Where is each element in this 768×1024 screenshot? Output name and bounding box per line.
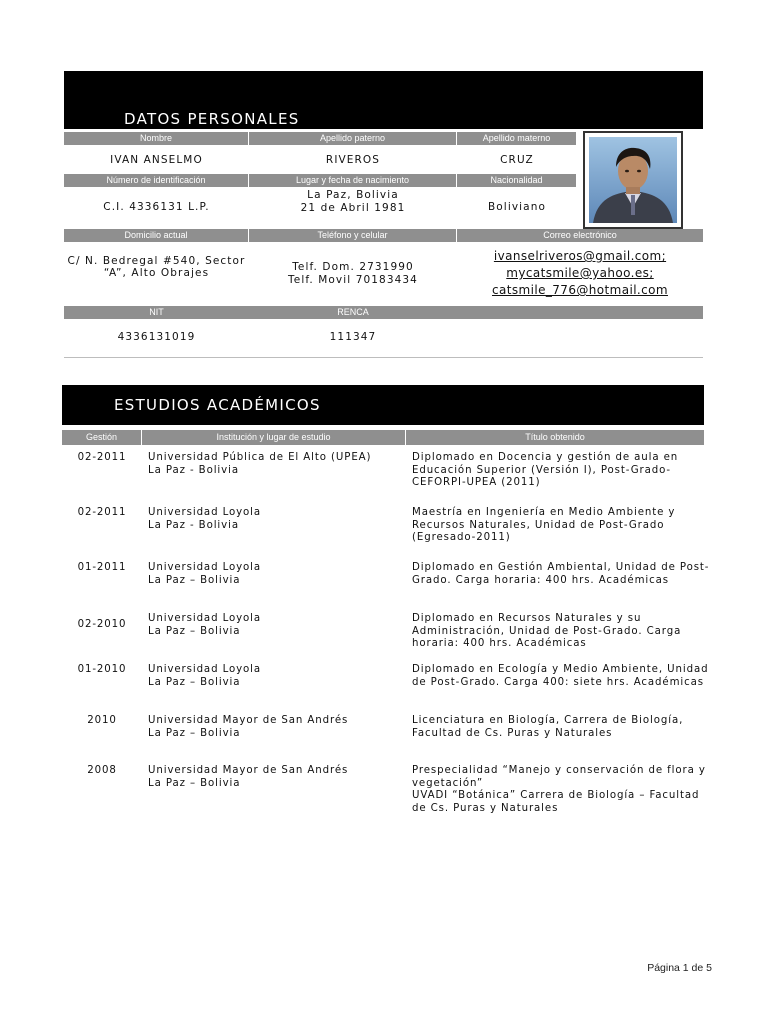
row-titulo-line: Diplomado en Ecología y Medio Ambiente, Unidad [412, 664, 709, 675]
row-lugar: La Paz - Bolivia [148, 519, 239, 531]
header-titulo: Título obtenido [406, 430, 704, 445]
row-titulo-line: Diplomado en Recursos Naturales y su [412, 613, 642, 624]
header-blank [457, 306, 703, 319]
row-titulo-line: UVADI “Botánica” Carrera de Biología – Facultad [412, 790, 700, 802]
section-divider [64, 357, 703, 358]
value-nombre: IVAN ANSELMO [110, 154, 203, 166]
value-domicilio-2: “A”, Alto Obrajes [103, 267, 210, 279]
row-gestion: 2010 [87, 715, 117, 726]
row-gestion: 01-2011 [77, 562, 127, 573]
value-apellido-paterno: RIVEROS [325, 154, 381, 166]
value-numero-identificacion: C.I. 4336131 L.P. [103, 201, 210, 213]
row-institucion: Universidad Loyola [148, 562, 262, 573]
personal-section-title: DATOS PERSONALES [124, 110, 300, 128]
row-institucion: Universidad Loyola [148, 613, 262, 624]
row-gestion: 2008 [87, 765, 117, 776]
row-institucion: Universidad Pública de El Alto (UPEA) [148, 452, 372, 463]
email-link-gmail[interactable]: ivanselriveros@gmail.com; [493, 249, 667, 263]
row-lugar: La Paz – Bolivia [148, 625, 241, 637]
header-numero-identificacion: Número de identificación [64, 174, 249, 187]
value-renca: 111347 [329, 331, 377, 343]
header-apellido-paterno: Apellido paterno [249, 132, 457, 145]
row-gestion: 02-2011 [77, 452, 127, 463]
header-renca: RENCA [249, 306, 457, 319]
header-lugar-fecha: Lugar y fecha de nacimiento [249, 174, 457, 187]
row-titulo-line: Licenciatura en Biología, Carrera de Biología, [412, 715, 684, 726]
row-titulo-line: Diplomado en Docencia y gestión de aula en [412, 452, 679, 463]
portrait-icon [589, 137, 677, 223]
profile-photo [583, 131, 683, 229]
value-domicilio-1: C/ N. Bedregal #540, Sector [67, 255, 246, 267]
value-apellido-materno: CRUZ [500, 154, 534, 166]
header-nombre: Nombre [64, 132, 249, 145]
header-domicilio: Domicilio actual [64, 229, 249, 242]
row-titulo-line: de Post-Grado. Carga 400: siete hrs. Académicas [412, 676, 704, 688]
row-lugar: La Paz – Bolivia [148, 676, 241, 688]
email-link-yahoo[interactable]: mycatsmile@yahoo.es; [506, 266, 654, 280]
row-titulo-line: Prespecialidad “Manejo y conservación de flora y [412, 765, 706, 776]
value-telefono-2: Telf. Movil 70183434 [288, 274, 418, 286]
value-lugar: La Paz, Bolivia [307, 189, 399, 201]
page-number: Página 1 de 5 [647, 962, 712, 974]
row-institucion: Universidad Mayor de San Andrés [148, 715, 349, 726]
value-nit: 4336131019 [117, 331, 196, 343]
studies-section-title: ESTUDIOS ACADÉMICOS [114, 396, 321, 414]
row-lugar: La Paz – Bolivia [148, 727, 241, 739]
header-correo: Correo electrónico [457, 229, 703, 242]
row-lugar: La Paz - Bolivia [148, 464, 239, 476]
row-titulo-line: (Egresado-2011) [412, 532, 511, 544]
row-lugar: La Paz – Bolivia [148, 777, 241, 789]
header-gestion: Gestión [62, 430, 142, 445]
header-telefono: Teléfono y celular [249, 229, 457, 242]
row-institucion: Universidad Loyola [148, 664, 262, 675]
row-gestion: 02-2010 [77, 619, 127, 630]
row-gestion: 02-2011 [77, 507, 127, 518]
row-titulo-line: Grado. Carga horaria: 400 hrs. Académicas [412, 574, 669, 586]
row-titulo-line: Educación Superior (Versión I), Post-Grado- [412, 464, 671, 476]
header-institucion: Institución y lugar de estudio [142, 430, 406, 445]
row-titulo-line: Diplomado en Gestión Ambiental, Unidad de Post- [412, 562, 710, 573]
row-titulo-line: de Cs. Puras y Naturales [412, 802, 559, 814]
row-titulo-line: Facultad de Cs. Puras y Naturales [412, 727, 613, 739]
email-link-hotmail[interactable]: catsmile_776@hotmail.com [492, 283, 668, 297]
row-titulo-line: CEFORPI-UPEA (2011) [412, 477, 541, 489]
row-institucion: Universidad Loyola [148, 507, 262, 518]
row-institucion: Universidad Mayor de San Andrés [148, 765, 349, 776]
row-lugar: La Paz – Bolivia [148, 574, 241, 586]
header-nacionalidad: Nacionalidad [457, 174, 577, 187]
value-nacionalidad: Boliviano [487, 201, 546, 213]
row-titulo-line: horaria: 400 hrs. Académicas [412, 638, 587, 650]
header-apellido-materno: Apellido materno [457, 132, 577, 145]
row-titulo-line: Administración, Unidad de Post-Grado. Carga [412, 625, 682, 637]
value-telefono-1: Telf. Dom. 2731990 [292, 261, 414, 273]
row-titulo-line: Recursos Naturales, Unidad de Post-Grado [412, 519, 665, 531]
row-titulo-line: Maestría en Ingeniería en Medio Ambiente y [412, 507, 676, 518]
header-nit: NIT [64, 306, 249, 319]
row-titulo-line: vegetación” [412, 777, 484, 789]
row-gestion: 01-2010 [77, 664, 127, 675]
value-fecha: 21 de Abril 1981 [300, 202, 406, 214]
